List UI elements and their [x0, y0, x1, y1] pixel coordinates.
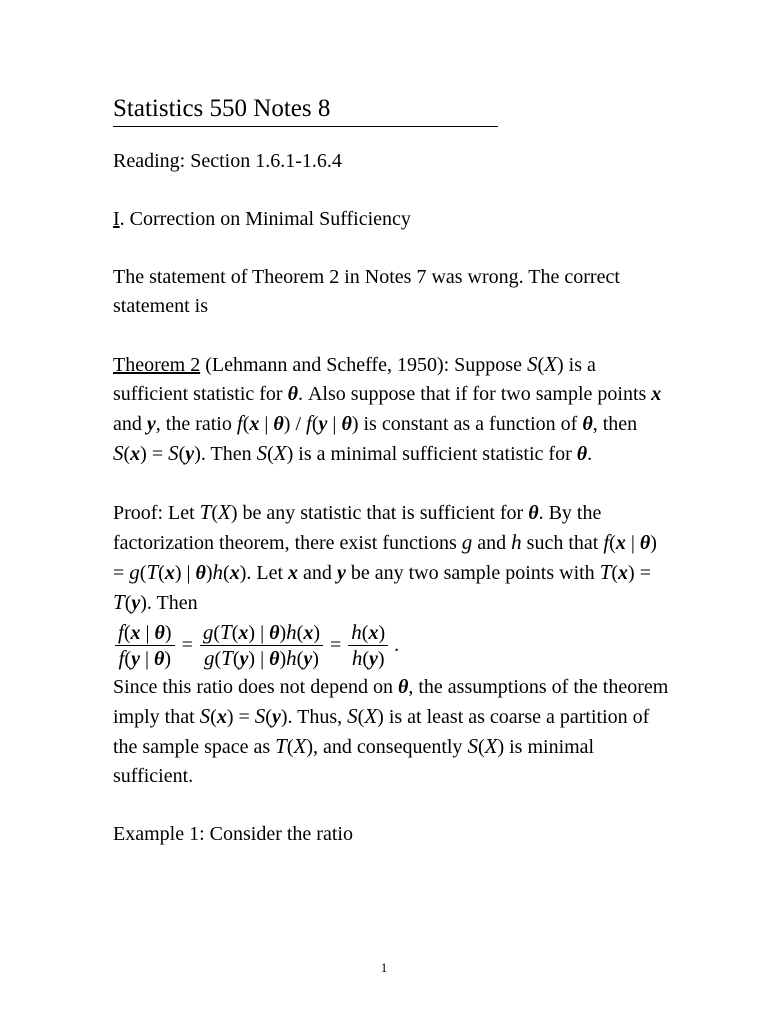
theorem-text: is constant as a function of: [358, 413, 583, 435]
section-number: I: [113, 208, 120, 230]
theorem-text: , the ratio: [155, 413, 237, 435]
proof-text: . By the factorization theorem, there exist functions: [113, 502, 602, 554]
proof-text: such that: [521, 532, 604, 554]
theorem-text: .: [587, 443, 593, 465]
example-paragraph: Example 1: Consider the ratio: [113, 823, 353, 845]
document-page: [113, 92, 673, 878]
proof-text: be any two sample points with: [345, 562, 600, 584]
theorem-text: (Lehmann and Scheffe, 1950): Suppose: [200, 354, 527, 376]
proof-text: Since this ratio does not depend on: [113, 676, 398, 698]
proof-text: . Thus,: [287, 706, 348, 728]
proof-text: is minimal sufficient.: [113, 736, 595, 787]
reading-line: Reading: Section 1.6.1-1.6.4: [113, 150, 342, 172]
theorem-text: is a sufficient statistic for: [113, 354, 596, 405]
proof-text: and: [472, 532, 512, 554]
theorem-paragraph: Theorem 2 (Lehmann and Scheffe, 1950): Suppose S(X) is a sufficient statistic for θ. Also suppose that if for two sample points x and y, the ratio f(x | θ) / f(y | θ) is constant as a function of θ, then S(x) = S(y). Then S(X) is a minimal sufficient statistic for θ.: [113, 352, 662, 465]
theorem-text: . Also suppose that if for two sample points: [297, 383, 652, 405]
section-heading: [113, 205, 673, 234]
page-number: 1: [380, 960, 388, 975]
theorem-text: , then: [592, 413, 638, 435]
section-title: . Correction on Minimal Sufficiency: [119, 208, 411, 230]
proof-paragraph: Proof: Let T(X) be any statistic that is sufficient for θ. By the factorization theorem, there exist functions g and h such that f(x | θ) = g(T(x) | θ)h(x). Let x and y be any two sample points with T(x) = T(y). Then $\frac{f(x | \theta)}{f(y | \theta)}$ = $\frac{g(T(x) | \theta)h(x)}{g(T(y) | \theta)h(y)}$ = $\frac{h(x)}{h(y)}$ . Since this ratio does not depend on θ, the assumptions of the theorem imply that S(x) = S(y). Thus, S(X) is at least as coarse a partition of the sample space as T(X), and consequently S(X) is minimal sufficient.: [113, 498, 673, 791]
theorem-label: Theorem 2: [113, 354, 201, 376]
proof-text: Proof: Let: [113, 502, 200, 524]
theorem-text: . Then: [200, 443, 257, 465]
proof-text: is at least as coarse a partition of the sample space as: [113, 706, 650, 758]
proof-text: , and consequently: [313, 736, 468, 758]
intro-paragraph: The statement of Theorem 2 in Notes 7 was wrong. The correct statement is: [113, 266, 620, 317]
theorem-text: and: [113, 413, 147, 435]
ratio-equation: $\frac{f(x | \theta)}{f(y | \theta)}$ = $\frac{g(T(x) | \theta)h(x)}{g(T(y) | \theta)h(y)}$ = $\frac{h(x)}{h(y)}$ .: [113, 620, 673, 671]
page-title: Statistics 550 Notes 8: [113, 92, 498, 127]
proof-text: . Then: [146, 592, 198, 614]
proof-text: , the assumptions of the theorem imply that: [113, 676, 669, 728]
proof-text: and: [298, 562, 337, 584]
theorem-text: is a minimal sufficient statistic for: [293, 443, 577, 465]
math-SX: S: [526, 352, 538, 376]
proof-text: be any statistic that is sufficient for: [237, 502, 529, 524]
proof-text: . Let: [246, 562, 289, 584]
